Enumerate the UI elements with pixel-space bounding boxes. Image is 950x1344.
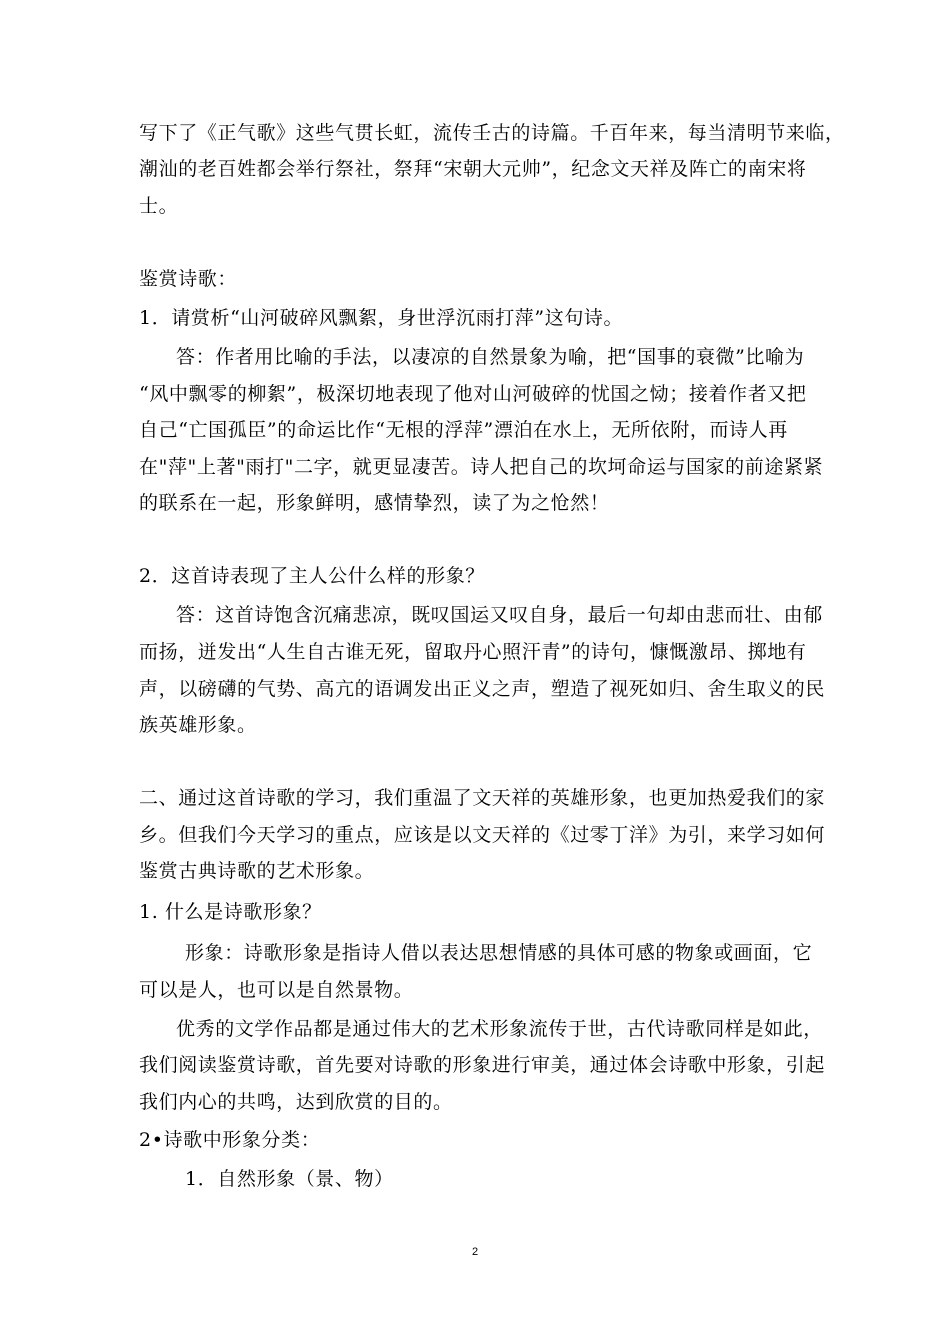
list-item: 1．自然形象（景、物） xyxy=(185,1168,394,1190)
answer-line: 答：作者用比喻的手法，以凄凉的自然景象为喻，把“国事的衰微”比喻为 xyxy=(176,346,805,368)
subheading-2: 2•诗歌中形象分类： xyxy=(139,1129,321,1151)
question-2: 2．这首诗表现了主人公什么样的形象？ xyxy=(139,565,485,587)
question-1: 1．请赏析“山河破碎风飘絮，身世浮沉雨打萍”这句诗。 xyxy=(139,307,624,329)
text-line: 写下了《正气歌》这些气贯长虹，流传壬古的诗篇。千百年来，每当清明节来临， xyxy=(139,122,845,144)
paragraph-line: 乡。但我们今天学习的重点，应该是以文天祥的《过零丁洋》为引，来学习如何 xyxy=(139,824,826,846)
paragraph-line: 鉴赏古典诗歌的艺术形象。 xyxy=(139,860,375,882)
paragraph-line: 优秀的文学作品都是通过伟大的艺术形象流传于世，古代诗歌同样是如此， xyxy=(176,1018,823,1040)
text-line: 潮汕的老百姓都会举行祭社，祭拜“宋朝大元帅”，纪念文天祥及阵亡的南宋将 xyxy=(139,158,807,180)
answer-line: 声，以磅礴的气势、高亢的语调发出正义之声，塑造了视死如归、舍生取义的民 xyxy=(139,678,826,700)
answer-line: 的联系在一起，形象鲜明，感情挚烈，读了为之怆然！ xyxy=(139,492,610,514)
definition-line: 可以是人，也可以是自然景物。 xyxy=(139,979,414,1001)
answer-line: 族英雄形象。 xyxy=(139,714,257,736)
subheading-1: 1. 什么是诗歌形象？ xyxy=(139,901,322,923)
answer-line: 在"萍"上著"雨打"二字，就更显凄苦。诗人把自己的坎坷命运与国家的前途紧紧 xyxy=(139,456,824,478)
section-heading: 鉴赏诗歌： xyxy=(139,268,238,290)
text-line: 士。 xyxy=(139,195,179,217)
paragraph-line: 二、通过这首诗歌的学习，我们重温了文天祥的英雄形象，也更加热爱我们的家 xyxy=(139,787,826,809)
answer-line: “风中飘零的柳絮”，极深切地表现了他对山河破碎的忧国之恸；接着作者又把 xyxy=(139,383,807,405)
definition-line: 形象：诗歌形象是指诗人借以表达思想情感的具体可感的物象或画面，它 xyxy=(185,942,813,964)
paragraph-line: 我们阅读鉴赏诗歌，首先要对诗歌的形象进行审美，通过体会诗歌中形象，引起 xyxy=(139,1054,826,1076)
paragraph-line: 我们内心的共鸣，达到欣赏的目的。 xyxy=(139,1091,453,1113)
answer-line: 自己“亡国孤臣”的命运比作“无根的浮萍”漂泊在水上，无所依附，而诗人再 xyxy=(139,419,788,441)
answer-line: 答：这首诗饱含沉痛悲凉，既叹国运又叹自身，最后一句却由悲而壮、由郁 xyxy=(176,604,823,626)
page-number: 2 xyxy=(471,1246,479,1258)
answer-line: 而扬，迸发出“人生自古谁无死，留取丹心照汗青”的诗句，慷慨激昂、掷地有 xyxy=(139,641,807,663)
